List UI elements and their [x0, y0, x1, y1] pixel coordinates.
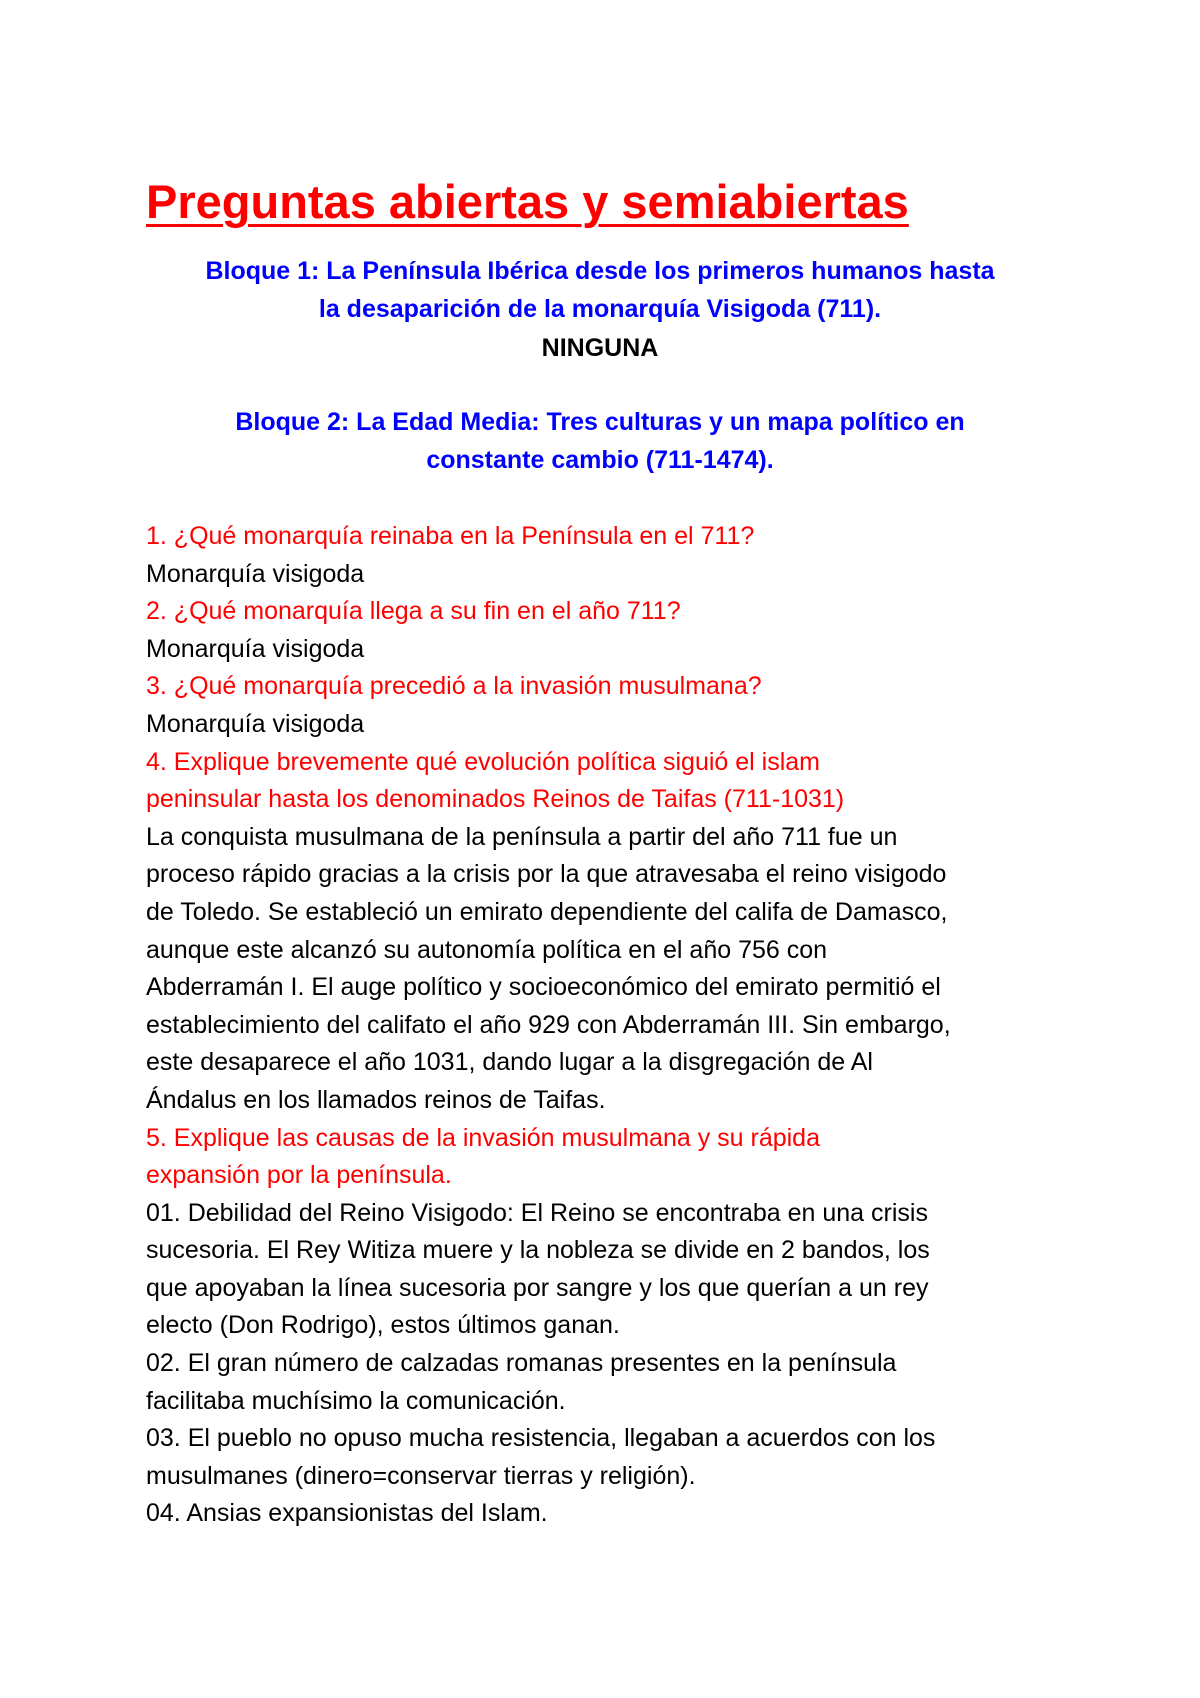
- block-1-heading: [130, 252, 1070, 328]
- answer-5-line: que apoyaban la línea sucesoria por sangre y los que querían a un rey: [146, 1273, 929, 1302]
- answer-4-line: aunque este alcanzó su autonomía política en el año 756 con: [146, 935, 828, 964]
- document-title: Preguntas abiertas y semiabiertas: [146, 175, 909, 228]
- block-2-heading: [130, 403, 1070, 479]
- block-2-heading-line: constante cambio (711-1474).: [426, 446, 774, 474]
- answer-5-line: 03. El pueblo no opuso mucha resistencia, llegaban a acuerdos con los: [146, 1424, 936, 1453]
- answer-5-line: electo (Don Rodrigo), estos últimos ganan.: [146, 1311, 620, 1340]
- question-5-line: expansión por la península.: [146, 1161, 452, 1190]
- block-1-heading-line: Bloque 1: La Península Ibérica desde los primeros humanos hasta: [205, 257, 995, 285]
- question-4-line: peninsular hasta los denominados Reinos de Taifas (711-1031): [146, 785, 845, 814]
- answer-5-line: 01. Debilidad del Reino Visigodo: El Reino se encontraba en una crisis: [146, 1198, 928, 1227]
- question-1: 1. ¿Qué monarquía reinaba en la Península en el 711?: [146, 522, 755, 550]
- question-5-line: 5. Explique las causas de la invasión musulmana y su rápida: [146, 1123, 820, 1152]
- question-list: [146, 518, 1086, 1533]
- answer-5-line: musulmanes (dinero=conservar tierras y religión).: [146, 1461, 696, 1490]
- answer-3: Monarquía visigoda: [146, 709, 365, 738]
- answer-4-line: de Toledo. Se estableció un emirato dependiente del califa de Damasco,: [146, 897, 948, 926]
- block-1-note: NINGUNA: [541, 334, 659, 362]
- answer-4-line: Abderramán I. El auge político y socioeconómico del emirato permitió el: [146, 973, 941, 1002]
- answer-4-line: este desaparece el año 1031, dando lugar a la disgregación de Al: [146, 1048, 873, 1077]
- answer-5-line: 04. Ansias expansionistas del Islam.: [146, 1499, 548, 1528]
- question-4-line: 4. Explique brevemente qué evolución política siguió el islam: [146, 747, 820, 776]
- answer-5-line: facilitaba muchísimo la comunicación.: [146, 1386, 566, 1415]
- question-3: 3. ¿Qué monarquía precedió a la invasión musulmana?: [146, 672, 762, 701]
- answer-1: Monarquía visigoda: [146, 559, 365, 588]
- answer-4-line: proceso rápido gracias a la crisis por la que atravesaba el reino visigodo: [146, 860, 947, 889]
- answer-2: Monarquía visigoda: [146, 634, 365, 663]
- block-1-heading-line: la desaparición de la monarquía Visigoda (711).: [318, 295, 882, 323]
- answer-4-line: La conquista musulmana de la península a partir del año 711 fue un: [146, 822, 898, 851]
- answer-4-line: Ándalus en los llamados reinos de Taifas.: [146, 1085, 606, 1114]
- answer-5-line: sucesoria. El Rey Witiza muere y la nobleza se divide en 2 bandos, los: [146, 1236, 930, 1265]
- answer-5-line: 02. El gran número de calzadas romanas presentes en la península: [146, 1349, 897, 1378]
- answer-4-line: establecimiento del califato el año 929 con Abderramán III. Sin embargo,: [146, 1010, 951, 1039]
- question-2: 2. ¿Qué monarquía llega a su fin en el año 711?: [146, 597, 681, 626]
- block-2-heading-line: Bloque 2: La Edad Media: Tres culturas y un mapa político en: [235, 408, 965, 436]
